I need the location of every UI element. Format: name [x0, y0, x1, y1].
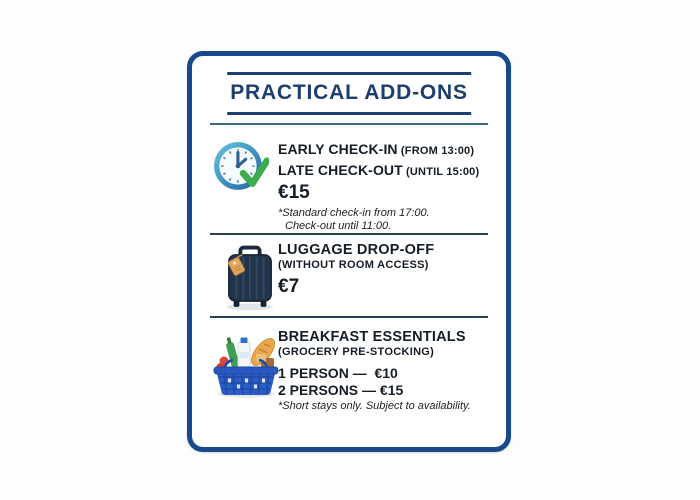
luggage-title: LUGGAGE DROP-OFF [278, 242, 435, 258]
late-checkout-line: LATE CHECK-OUT (UNTIL 15:00) [278, 162, 480, 178]
early-late-footnote: *Standard check-in from 17:00. Check-out until 11:00. [278, 207, 430, 232]
section-divider [210, 316, 488, 318]
addons-card [187, 51, 511, 452]
breakfast-title: BREAKFAST ESSENTIALS [278, 329, 466, 345]
breakfast-subtitle: (GROCERY PRE-STOCKING) [278, 346, 435, 358]
breakfast-footnote: *Short stays only. Subject to availability. [278, 400, 471, 412]
section-luggage [192, 243, 506, 298]
luggage-price: €7 [278, 276, 300, 297]
luggage-subtitle: (WITHOUT ROOM ACCESS) [278, 259, 429, 271]
section-breakfast [192, 328, 506, 413]
section-divider [210, 233, 488, 235]
header-divider [210, 123, 488, 125]
grocery-basket-icon [211, 332, 281, 398]
breakfast-option-2-persons: 2 PERSONS — €15 [278, 382, 404, 398]
early-late-price: €15 [278, 182, 310, 203]
section-early-late [192, 137, 506, 233]
page-title: PRACTICAL ADD-ONS [227, 72, 471, 115]
clock-check-icon [211, 137, 269, 195]
early-checkin-line: EARLY CHECK-IN (FROM 13:00) [278, 141, 475, 157]
breakfast-option-1-person: 1 PERSON — €10 [278, 365, 398, 381]
breakfast-options [278, 365, 506, 399]
suitcase-icon [223, 243, 277, 311]
